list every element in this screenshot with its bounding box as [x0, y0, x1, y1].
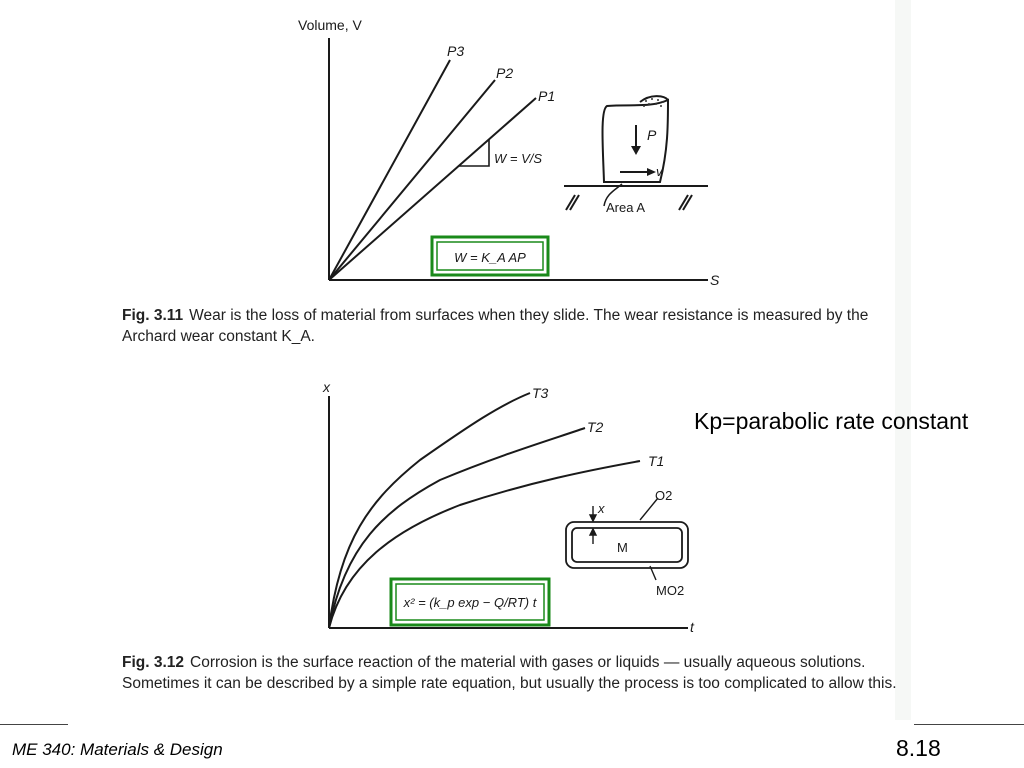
velocity-arrow-icon: [620, 168, 656, 176]
fig312-thickness-label: x: [598, 501, 605, 516]
fig311-boxed-formula: W = K_A AP: [454, 250, 526, 265]
fig312-gas-label: O2: [655, 488, 673, 503]
page-number: 8.18: [896, 735, 941, 761]
fig311-formula-box: [432, 237, 548, 275]
fig312-caption: [122, 653, 898, 694]
fig311-label-p3: P3: [447, 43, 465, 59]
fig312-label-t3: T3: [532, 385, 549, 401]
fig312-boxed-formula: x² = (k_p exp − Q/RT) t: [403, 595, 537, 610]
fig312-y-label: x: [323, 379, 330, 395]
fig312-label-t2: T2: [587, 419, 604, 435]
footer-course: ME 340: Materials & Design: [12, 740, 223, 759]
kp-annotation: Kp=parabolic rate constant: [694, 408, 969, 434]
fig312-x-label: t: [690, 619, 694, 635]
fig311-caption-text: Wear is the loss of material from surfaces when they slide. The wear resistance is measured by the Archard wear constant K_A.: [122, 307, 869, 345]
fig311-label-p2: P2: [496, 65, 514, 81]
fig312-formula-box: [391, 579, 549, 625]
footer-rule-right: [914, 724, 1024, 725]
fig312-caption-text: Corrosion is the surface reaction of the material with gases or liquids — usually aqueous solutions. Sometimes it can be described by a simple rate equation, but usually the process is too complicated to allow this.: [122, 654, 897, 692]
fig311-y-label: Volume, V: [298, 17, 362, 33]
fig312-caption-number: Fig. 3.12: [122, 654, 185, 671]
fig312-metal-label: M: [617, 540, 628, 555]
thickness-arrows-icon: [590, 506, 596, 544]
fig312-oxide-label: MO2: [656, 583, 685, 598]
fig311-area-label: Area A: [606, 200, 646, 215]
force-arrow-icon: [631, 125, 641, 155]
fig311-x-label: S: [710, 272, 720, 288]
footer-rule-left: [0, 724, 68, 725]
fig311-force-label: P: [647, 127, 657, 143]
fig311-caption: [122, 306, 898, 347]
fig311-slope-formula: W = V/S: [494, 151, 543, 166]
fig311-caption-number: Fig. 3.11: [122, 307, 184, 324]
fig311-velocity-label: v: [656, 164, 663, 179]
fig312-inset: [566, 498, 688, 580]
fig312-curve-t3: [329, 393, 530, 628]
fig312-plot: [329, 393, 688, 628]
fig311-label-p1: P1: [538, 88, 556, 104]
fig312-label-t1: T1: [648, 453, 665, 469]
